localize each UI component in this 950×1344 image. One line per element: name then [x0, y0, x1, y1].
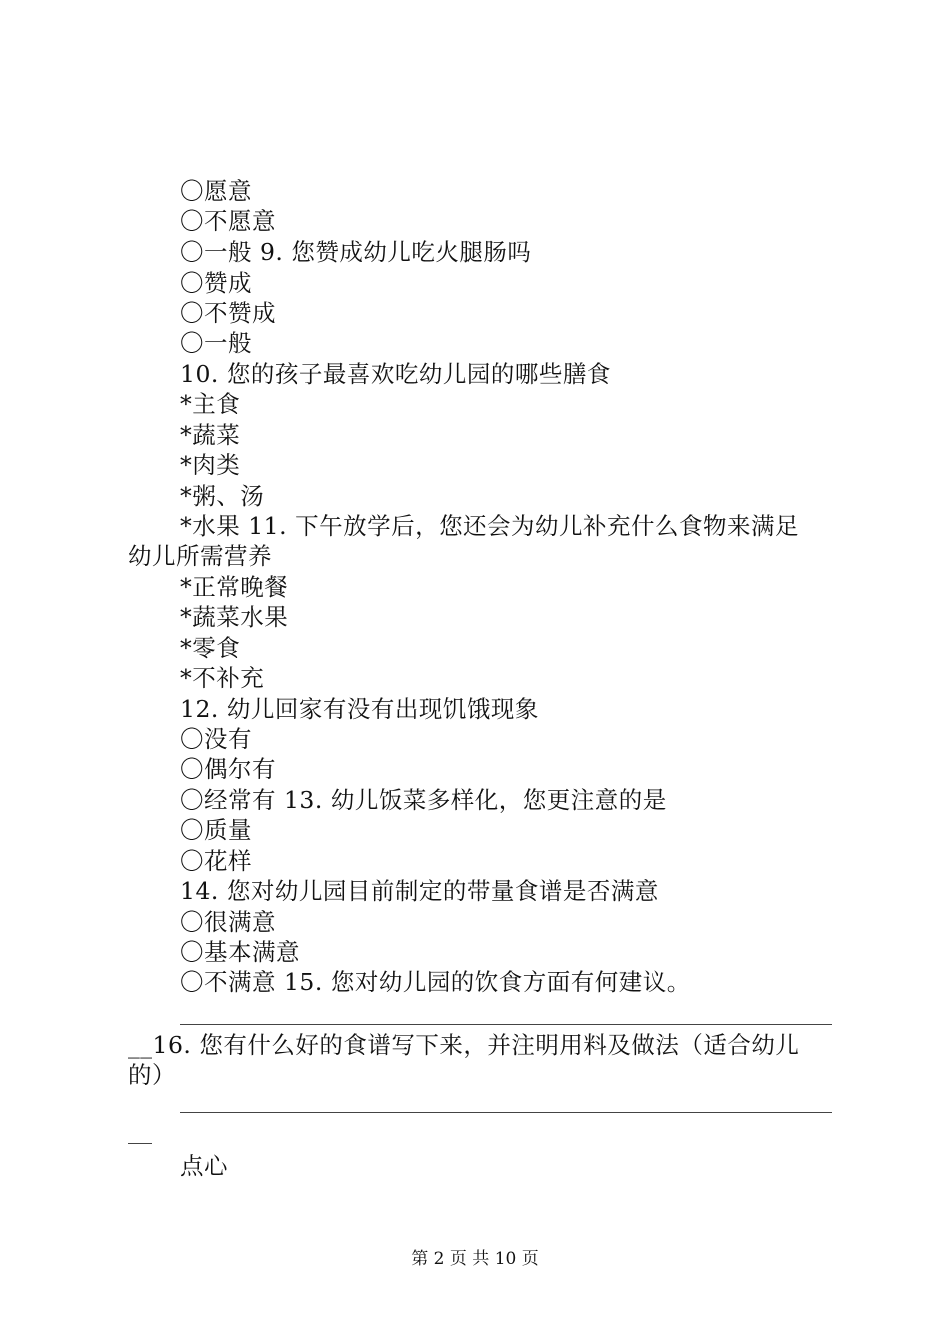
option-vegetables: *蔬菜: [180, 421, 241, 449]
option-variety: 〇花样: [180, 847, 252, 875]
option-dinner: *正常晚餐: [180, 573, 289, 601]
question-10: 10. 您的孩子最喜欢吃幼儿园的哪些膳食: [180, 360, 611, 388]
option-staple: *主食: [180, 390, 241, 418]
option-disagree: 〇不赞成: [180, 299, 276, 327]
option-willing: 〇愿意: [180, 177, 252, 205]
option-fruit-question-11: *水果 11. 下午放学后，您还会为幼儿补充什么食物来满足: [180, 512, 800, 540]
page-footer: 第 2 页 共 10 页: [411, 1249, 539, 1269]
option-unwilling: 〇不愿意: [180, 207, 276, 235]
option-average-question-9: 〇一般 9. 您赞成幼儿吃火腿肠吗: [180, 238, 532, 266]
option-porridge-soup: *粥、汤: [180, 482, 265, 510]
option-often-question-13: 〇经常有 13. 幼儿饭菜多样化，您更注意的是: [180, 786, 667, 814]
answer-line-15: [180, 1024, 832, 1025]
question-16-continued: 的）: [128, 1061, 176, 1089]
option-meat: *肉类: [180, 451, 241, 479]
snacks-heading: 点心: [180, 1152, 228, 1180]
option-veg-fruit: *蔬菜水果: [180, 603, 289, 631]
question-12: 12. 幼儿回家有没有出现饥饿现象: [180, 695, 539, 723]
option-snacks: *零食: [180, 634, 241, 662]
question-14: 14. 您对幼儿园目前制定的带量食谱是否满意: [180, 877, 659, 905]
answer-line-16-tail: [128, 1143, 152, 1144]
option-unsatisfied-question-15: 〇不满意 15. 您对幼儿园的饮食方面有何建议。: [180, 968, 691, 996]
option-no-supplement: *不补充: [180, 664, 265, 692]
question-11-continued: 幼儿所需营养: [128, 542, 272, 570]
option-basically-satisfied: 〇基本满意: [180, 938, 300, 966]
option-very-satisfied: 〇很满意: [180, 908, 276, 936]
option-occasionally: 〇偶尔有: [180, 755, 276, 783]
question-16: __16. 您有什么好的食谱写下来，并注明用料及做法（适合幼儿: [128, 1031, 800, 1059]
option-quality: 〇质量: [180, 816, 252, 844]
answer-line-16: [180, 1112, 832, 1113]
option-average: 〇一般: [180, 329, 252, 357]
option-agree: 〇赞成: [180, 269, 252, 297]
option-never: 〇没有: [180, 725, 252, 753]
